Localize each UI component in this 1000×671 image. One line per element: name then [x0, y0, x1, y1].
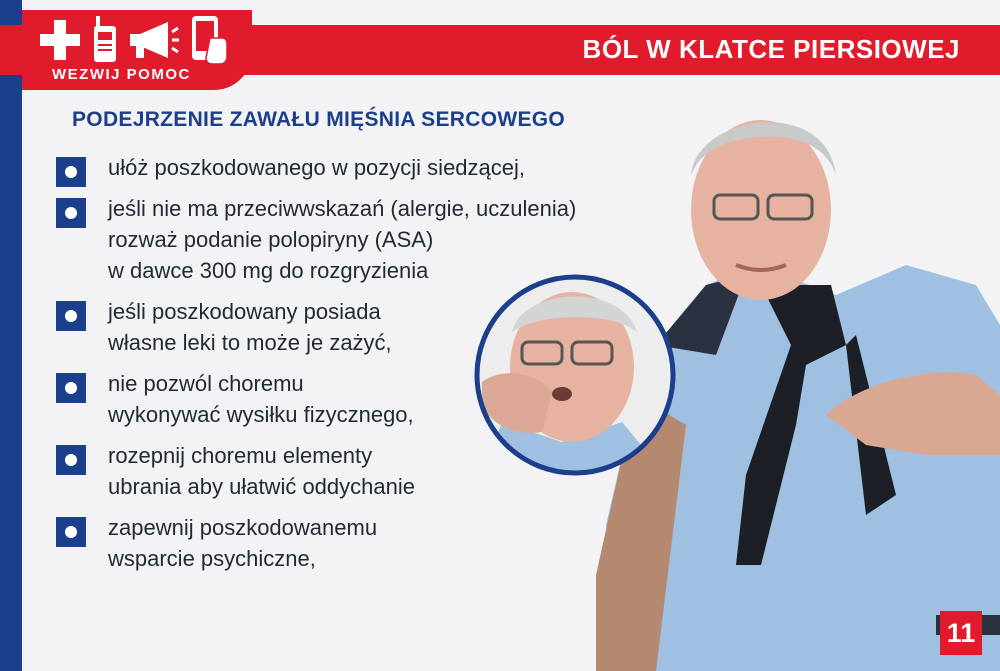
list-item-text: jeśli poszkodowany posiada własne leki to może je zażyć,: [108, 299, 392, 355]
emergency-icons: [40, 16, 230, 66]
walkie-talkie-icon: [92, 16, 118, 62]
page-title: BÓL W KLATCE PIERSIOWEJ: [582, 34, 960, 64]
bullet-square-icon: [56, 445, 86, 475]
medical-cross-icon: [40, 20, 80, 60]
list-item-text: ułóż poszkodowanego w pozycji siedzącej,: [108, 155, 526, 180]
bullet-square-icon: [56, 157, 86, 187]
call-help-label: WEZWIJ POMOC: [52, 66, 191, 83]
list-item: [56, 152, 576, 183]
man-coughing-inset-photo: [472, 272, 678, 478]
page-number-badge: 11: [940, 611, 982, 655]
bullet-square-icon: [56, 517, 86, 547]
bullet-square-icon: [56, 373, 86, 403]
bullet-square-icon: [56, 301, 86, 331]
megaphone-icon: [128, 20, 180, 60]
list-item: [56, 512, 576, 574]
bullet-square-icon: [56, 198, 86, 228]
smartphone-icon: [190, 16, 228, 64]
list-item-text: jeśli nie ma przeciwwskazań (alergie, uczulenia) rozważ podanie polopiryny (ASA) w dawce 300 mg do rozgryzienia: [108, 196, 577, 283]
section-heading: PODEJRZENIE ZAWAŁU MIĘŚNIA SERCOWEGO: [72, 108, 566, 131]
list-item-text: rozepnij choremu elementy ubrania aby ułatwić oddychanie: [108, 443, 415, 499]
left-accent-stripe: [0, 0, 22, 671]
list-item-text: nie pozwól choremu wykonywać wysiłku fizycznego,: [108, 371, 414, 427]
list-item-text: zapewnij poszkodowanemu wsparcie psychiczne,: [108, 515, 378, 571]
